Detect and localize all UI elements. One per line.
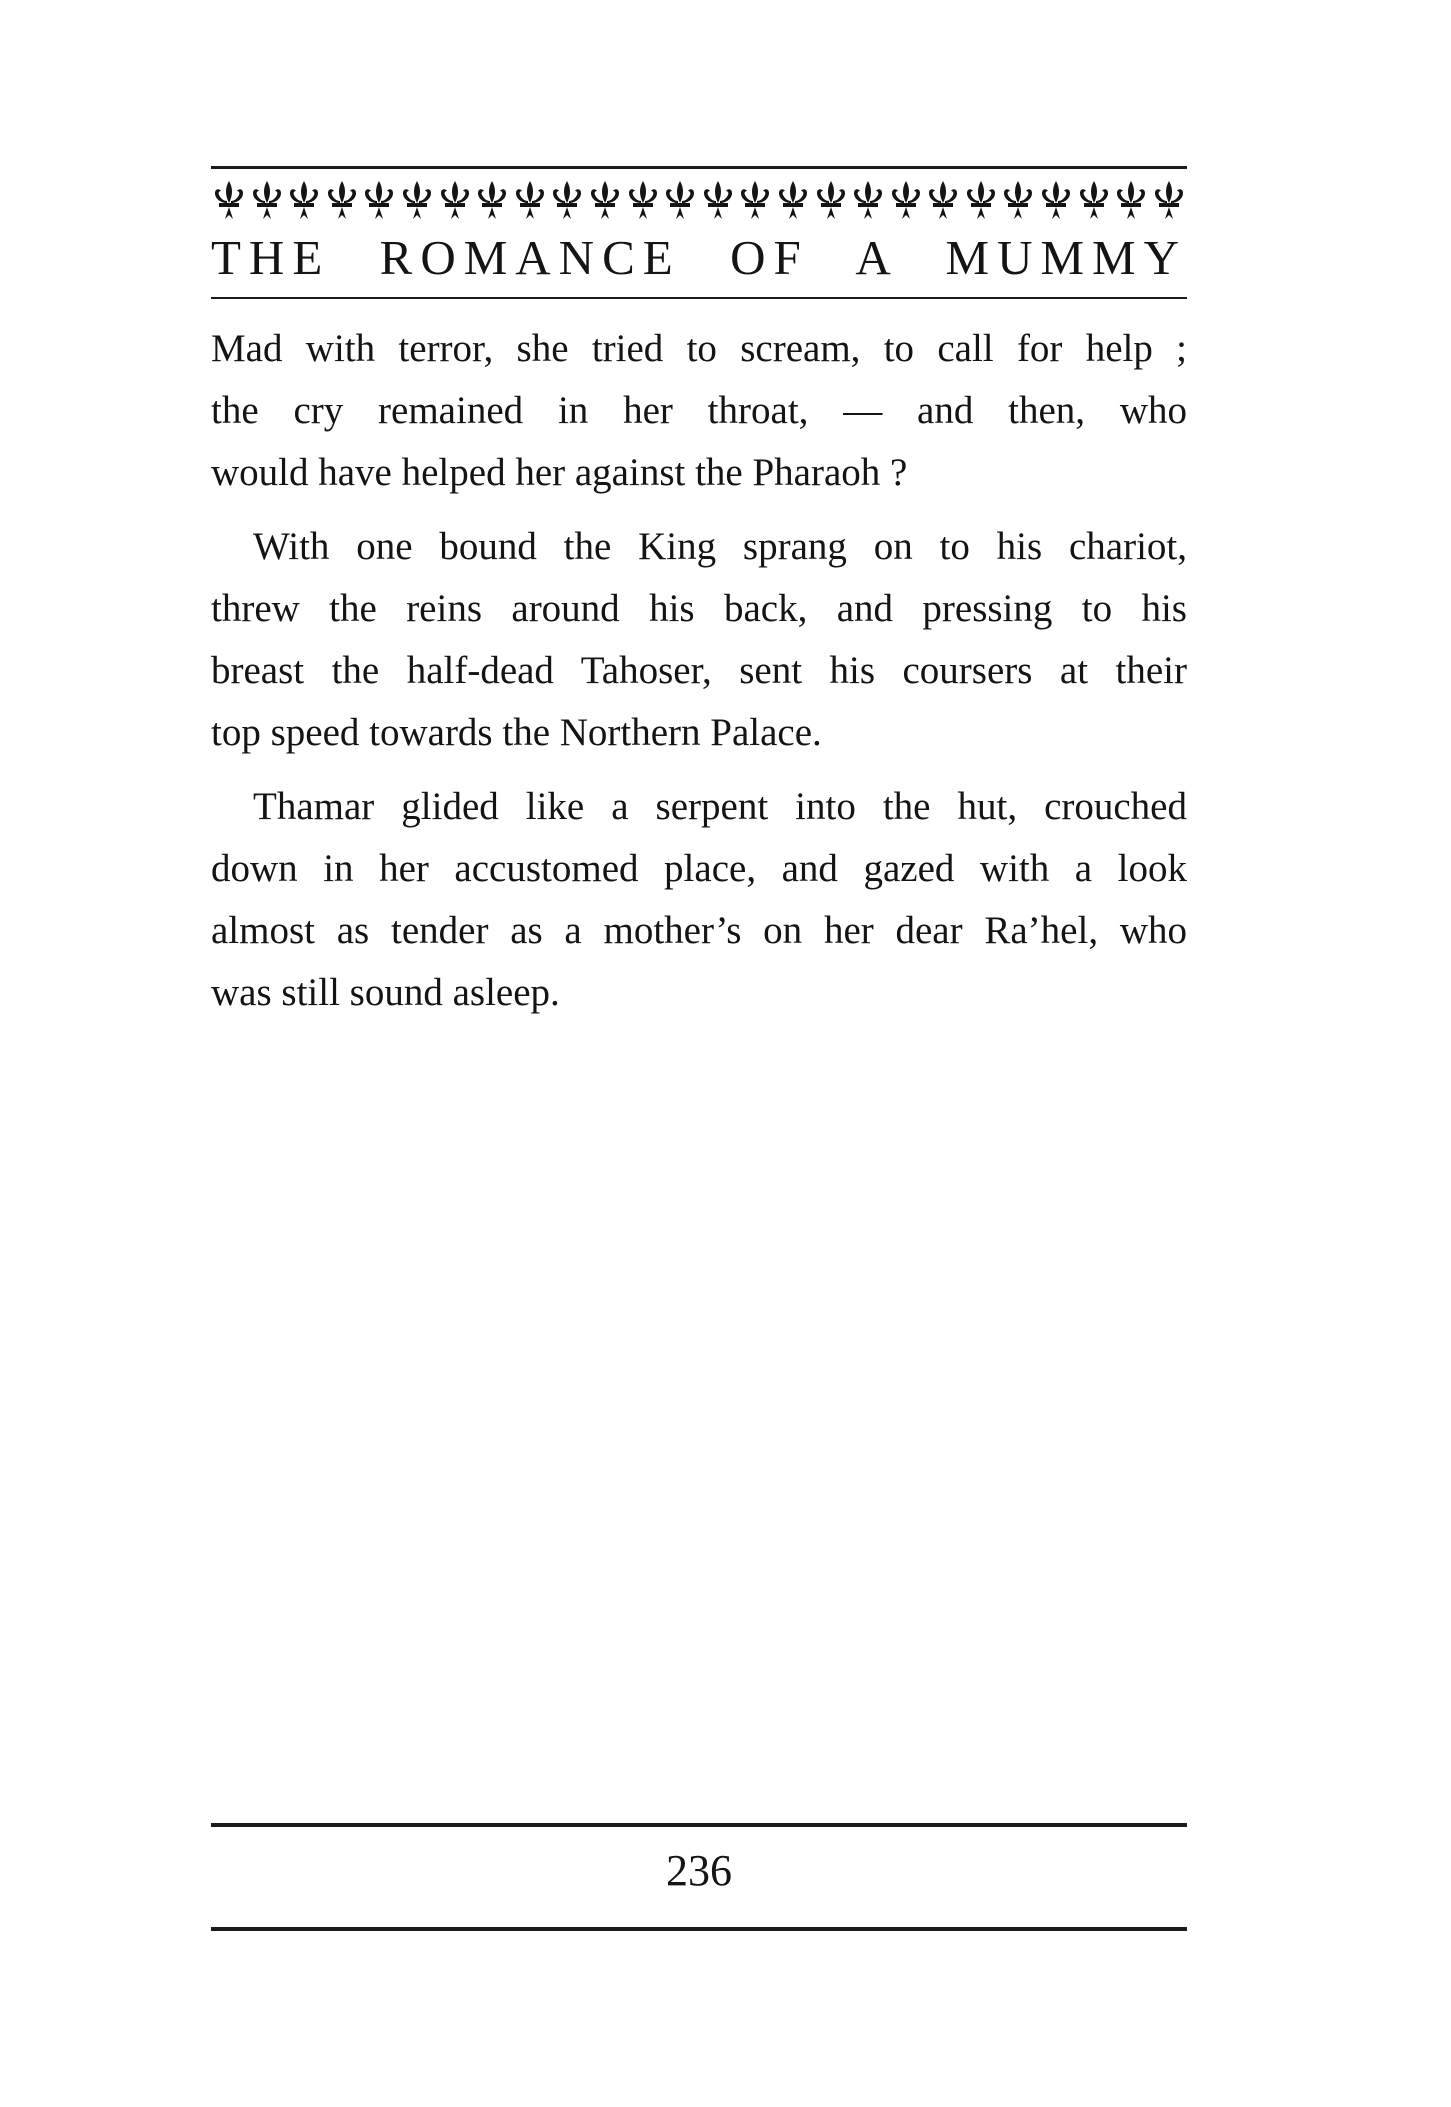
fleur-de-lis-icon	[625, 179, 661, 223]
text-line: almost as tender as a mother’s on her dear Ra’hel, who	[211, 909, 1187, 952]
text-line: threw the reins around his back, and pressing to his	[211, 587, 1187, 630]
fleur-de-lis-icon	[850, 179, 886, 223]
fleur-de-lis-icon	[1076, 179, 1112, 223]
fleur-de-lis-icon	[361, 179, 397, 223]
fleur-de-lis-icon	[775, 179, 811, 223]
text-line: breast the half-dead Tahoser, sent his coursers at their	[211, 649, 1187, 692]
text-line: Mad with terror, she tried to scream, to call for help ;	[211, 327, 1187, 370]
page-number: 236	[666, 1846, 732, 1895]
fleur-de-lis-icon	[813, 179, 849, 223]
text-line: down in her accustomed place, and gazed with a look	[211, 847, 1187, 890]
fleur-de-lis-icon	[700, 179, 736, 223]
fleur-de-lis-icon	[925, 179, 961, 223]
fleuron-ornament-band	[211, 176, 1187, 226]
text-line: With one bound the King sprang on to his chariot,	[253, 525, 1187, 568]
fleur-de-lis-icon	[662, 179, 698, 223]
fleur-de-lis-icon	[286, 179, 322, 223]
text-line: was still sound asleep.	[211, 971, 560, 1014]
footer-bottom-rule	[211, 1927, 1187, 1931]
fleur-de-lis-icon	[474, 179, 510, 223]
fleur-de-lis-icon	[399, 179, 435, 223]
fleur-de-lis-icon	[324, 179, 360, 223]
fleur-de-lis-icon	[512, 179, 548, 223]
fleur-de-lis-icon	[437, 179, 473, 223]
fleur-de-lis-icon	[587, 179, 623, 223]
header-top-rule	[211, 166, 1187, 169]
paragraph-2	[211, 516, 1187, 764]
fleur-de-lis-icon	[737, 179, 773, 223]
fleur-de-lis-icon	[888, 179, 924, 223]
header-bottom-rule	[211, 297, 1187, 299]
text-line: Thamar glided like a serpent into the hut, crouched	[253, 785, 1187, 828]
body-text	[211, 318, 1187, 1036]
text-line: would have helped her against the Pharaoh ?	[211, 451, 908, 494]
paragraph-1	[211, 318, 1187, 504]
fleur-de-lis-icon	[1038, 179, 1074, 223]
fleur-de-lis-icon	[963, 179, 999, 223]
running-title: THE ROMANCE OF A MUMMY	[211, 230, 1187, 285]
fleur-de-lis-icon	[211, 179, 247, 223]
fleur-de-lis-icon	[549, 179, 585, 223]
fleur-de-lis-icon	[1113, 179, 1149, 223]
text-line: top speed towards the Northern Palace.	[211, 711, 822, 754]
fleur-de-lis-icon	[1000, 179, 1036, 223]
text-line: the cry remained in her throat, — and then, who	[211, 389, 1187, 432]
footer-top-rule	[211, 1823, 1187, 1827]
paragraph-3	[211, 776, 1187, 1024]
fleur-de-lis-icon	[1151, 179, 1187, 223]
fleur-de-lis-icon	[249, 179, 285, 223]
